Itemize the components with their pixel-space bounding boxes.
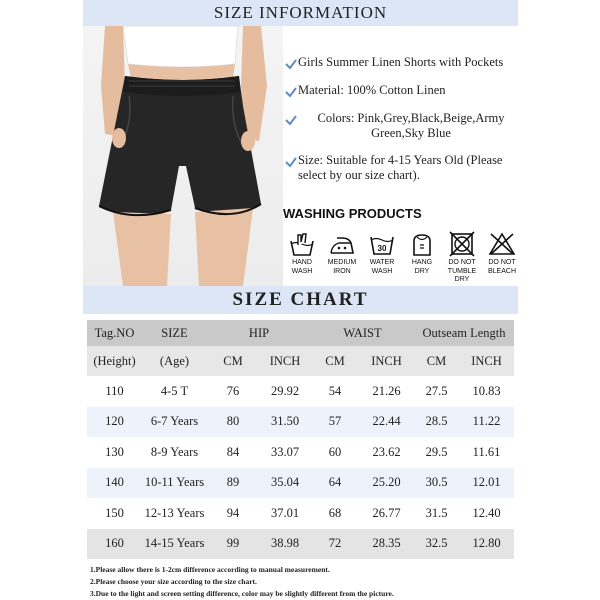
feature-item (284, 83, 524, 99)
wash-item (442, 231, 482, 285)
table-cell: 38.98 (259, 529, 311, 560)
table-cell: 10.83 (459, 376, 514, 407)
table-cell: 150 (87, 498, 142, 529)
table-cell: 35.04 (259, 468, 311, 499)
wash-item (482, 231, 522, 285)
table-cell: 29.5 (414, 437, 459, 468)
table-cell: 89 (207, 468, 259, 499)
table-cell: 33.07 (259, 437, 311, 468)
table-cell: 8-9 Years (142, 437, 207, 468)
subheader-cell: INCH (259, 346, 311, 376)
table-cell: 25.20 (359, 468, 414, 499)
feature-text: Colors: Pink,Grey,Black,Beige,Army Green,Sky Blue (317, 111, 505, 140)
table-cell: 11.22 (459, 407, 514, 438)
table-cell: 54 (311, 376, 359, 407)
table-cell: 4-5 T (142, 376, 207, 407)
table-cell: 32.5 (414, 529, 459, 560)
table-cell: 76 (207, 376, 259, 407)
table-row (87, 376, 514, 407)
washing-title: WASHING PRODUCTS (283, 206, 422, 221)
table-cell: 10-11 Years (142, 468, 207, 499)
table-cell: 30.5 (414, 468, 459, 499)
do-not-tumble-dry-icon (448, 231, 476, 257)
wash-item (282, 231, 322, 285)
size-table (87, 320, 514, 559)
table-cell: 80 (207, 407, 259, 438)
feature-text: Material: 100% Cotton Linen (298, 83, 446, 97)
table-cell: 110 (87, 376, 142, 407)
table-cell: 64 (311, 468, 359, 499)
wash-item (322, 231, 362, 285)
table-cell: 99 (207, 529, 259, 560)
product-photo (83, 26, 283, 286)
note-line: 3.Due to the light and screen setting difference, color may be slightly different from the picture. (90, 589, 394, 598)
water-wash-30-icon (368, 231, 396, 257)
hang-dry-icon (408, 231, 436, 257)
check-icon (284, 85, 298, 99)
table-header-row (87, 320, 514, 346)
table-cell: 23.62 (359, 437, 414, 468)
medium-iron-icon (328, 231, 356, 257)
table-cell: 27.5 (414, 376, 459, 407)
table-cell: 28.5 (414, 407, 459, 438)
table-cell: 84 (207, 437, 259, 468)
wash-label: HAND WASH (291, 259, 313, 275)
table-cell: 12.40 (459, 498, 514, 529)
hand-wash-icon (288, 231, 316, 257)
wash-label: MEDIUM IRON (327, 259, 357, 275)
notes (90, 564, 520, 600)
table-cell: 26.77 (359, 498, 414, 529)
table-row (87, 529, 514, 560)
table-cell: 60 (311, 437, 359, 468)
table-subheader-row (87, 346, 514, 376)
wash-item (362, 231, 402, 285)
wash-item (402, 231, 442, 285)
shorts-illustration (83, 26, 283, 286)
table-cell: 140 (87, 468, 142, 499)
table-cell: 12.80 (459, 529, 514, 560)
size-information-banner (83, 0, 518, 26)
feature-item (284, 55, 524, 71)
washing-icons (282, 231, 522, 285)
feature-list (284, 55, 524, 195)
subheader-cell: INCH (359, 346, 414, 376)
table-row (87, 468, 514, 499)
subheader-cell: (Age) (142, 346, 207, 376)
header-cell: HIP (207, 320, 311, 346)
table-cell: 120 (87, 407, 142, 438)
feature-text: Size: Suitable for 4-15 Years Old (Please select by our size chart). (298, 153, 503, 182)
page-title: SIZE INFORMATION (213, 3, 388, 22)
size-chart-banner (83, 286, 518, 314)
subheader-cell: CM (311, 346, 359, 376)
do-not-bleach-icon (488, 231, 516, 257)
subheader-cell: INCH (459, 346, 514, 376)
feature-item (284, 153, 524, 183)
note-line: 2.Please choose your size according to the size chart. (90, 577, 257, 586)
table-cell: 11.61 (459, 437, 514, 468)
subheader-cell: CM (414, 346, 459, 376)
table-cell: 57 (311, 407, 359, 438)
table-cell: 14-15 Years (142, 529, 207, 560)
table-cell: 37.01 (259, 498, 311, 529)
table-row (87, 407, 514, 438)
subheader-cell: CM (207, 346, 259, 376)
table-cell: 12-13 Years (142, 498, 207, 529)
table-row (87, 437, 514, 468)
table-cell: 12.01 (459, 468, 514, 499)
table-cell: 130 (87, 437, 142, 468)
table-cell: 6-7 Years (142, 407, 207, 438)
feature-text: Girls Summer Linen Shorts with Pockets (298, 55, 504, 69)
table-cell: 160 (87, 529, 142, 560)
header-cell: Tag.NO (87, 320, 142, 346)
table-cell: 28.35 (359, 529, 414, 560)
wash-label: DO NOT TUMBLE DRY (447, 259, 477, 283)
header-cell: WAIST (311, 320, 414, 346)
feature-item (284, 111, 524, 141)
table-cell: 31.5 (414, 498, 459, 529)
note-line: 1.Please allow there is 1-2cm difference according to manual measurement. (90, 565, 330, 574)
size-chart-title: SIZE CHART (232, 289, 369, 310)
table-row (87, 498, 514, 529)
header-cell: SIZE (142, 320, 207, 346)
table-cell: 22.44 (359, 407, 414, 438)
table-cell: 21.26 (359, 376, 414, 407)
check-icon (284, 155, 298, 169)
header-cell: Outseam Length (414, 320, 514, 346)
wash-temp-label: 30 (377, 244, 387, 253)
wash-label: HANG DRY (411, 259, 433, 275)
table-cell: 29.92 (259, 376, 311, 407)
table-cell: 68 (311, 498, 359, 529)
subheader-cell: (Height) (87, 346, 142, 376)
table-cell: 94 (207, 498, 259, 529)
wash-label: WATER WASH (369, 259, 395, 275)
check-icon (284, 113, 298, 127)
table-cell: 72 (311, 529, 359, 560)
check-icon (284, 57, 298, 71)
wash-label: DO NOT BLEACH (487, 259, 516, 275)
table-cell: 31.50 (259, 407, 311, 438)
